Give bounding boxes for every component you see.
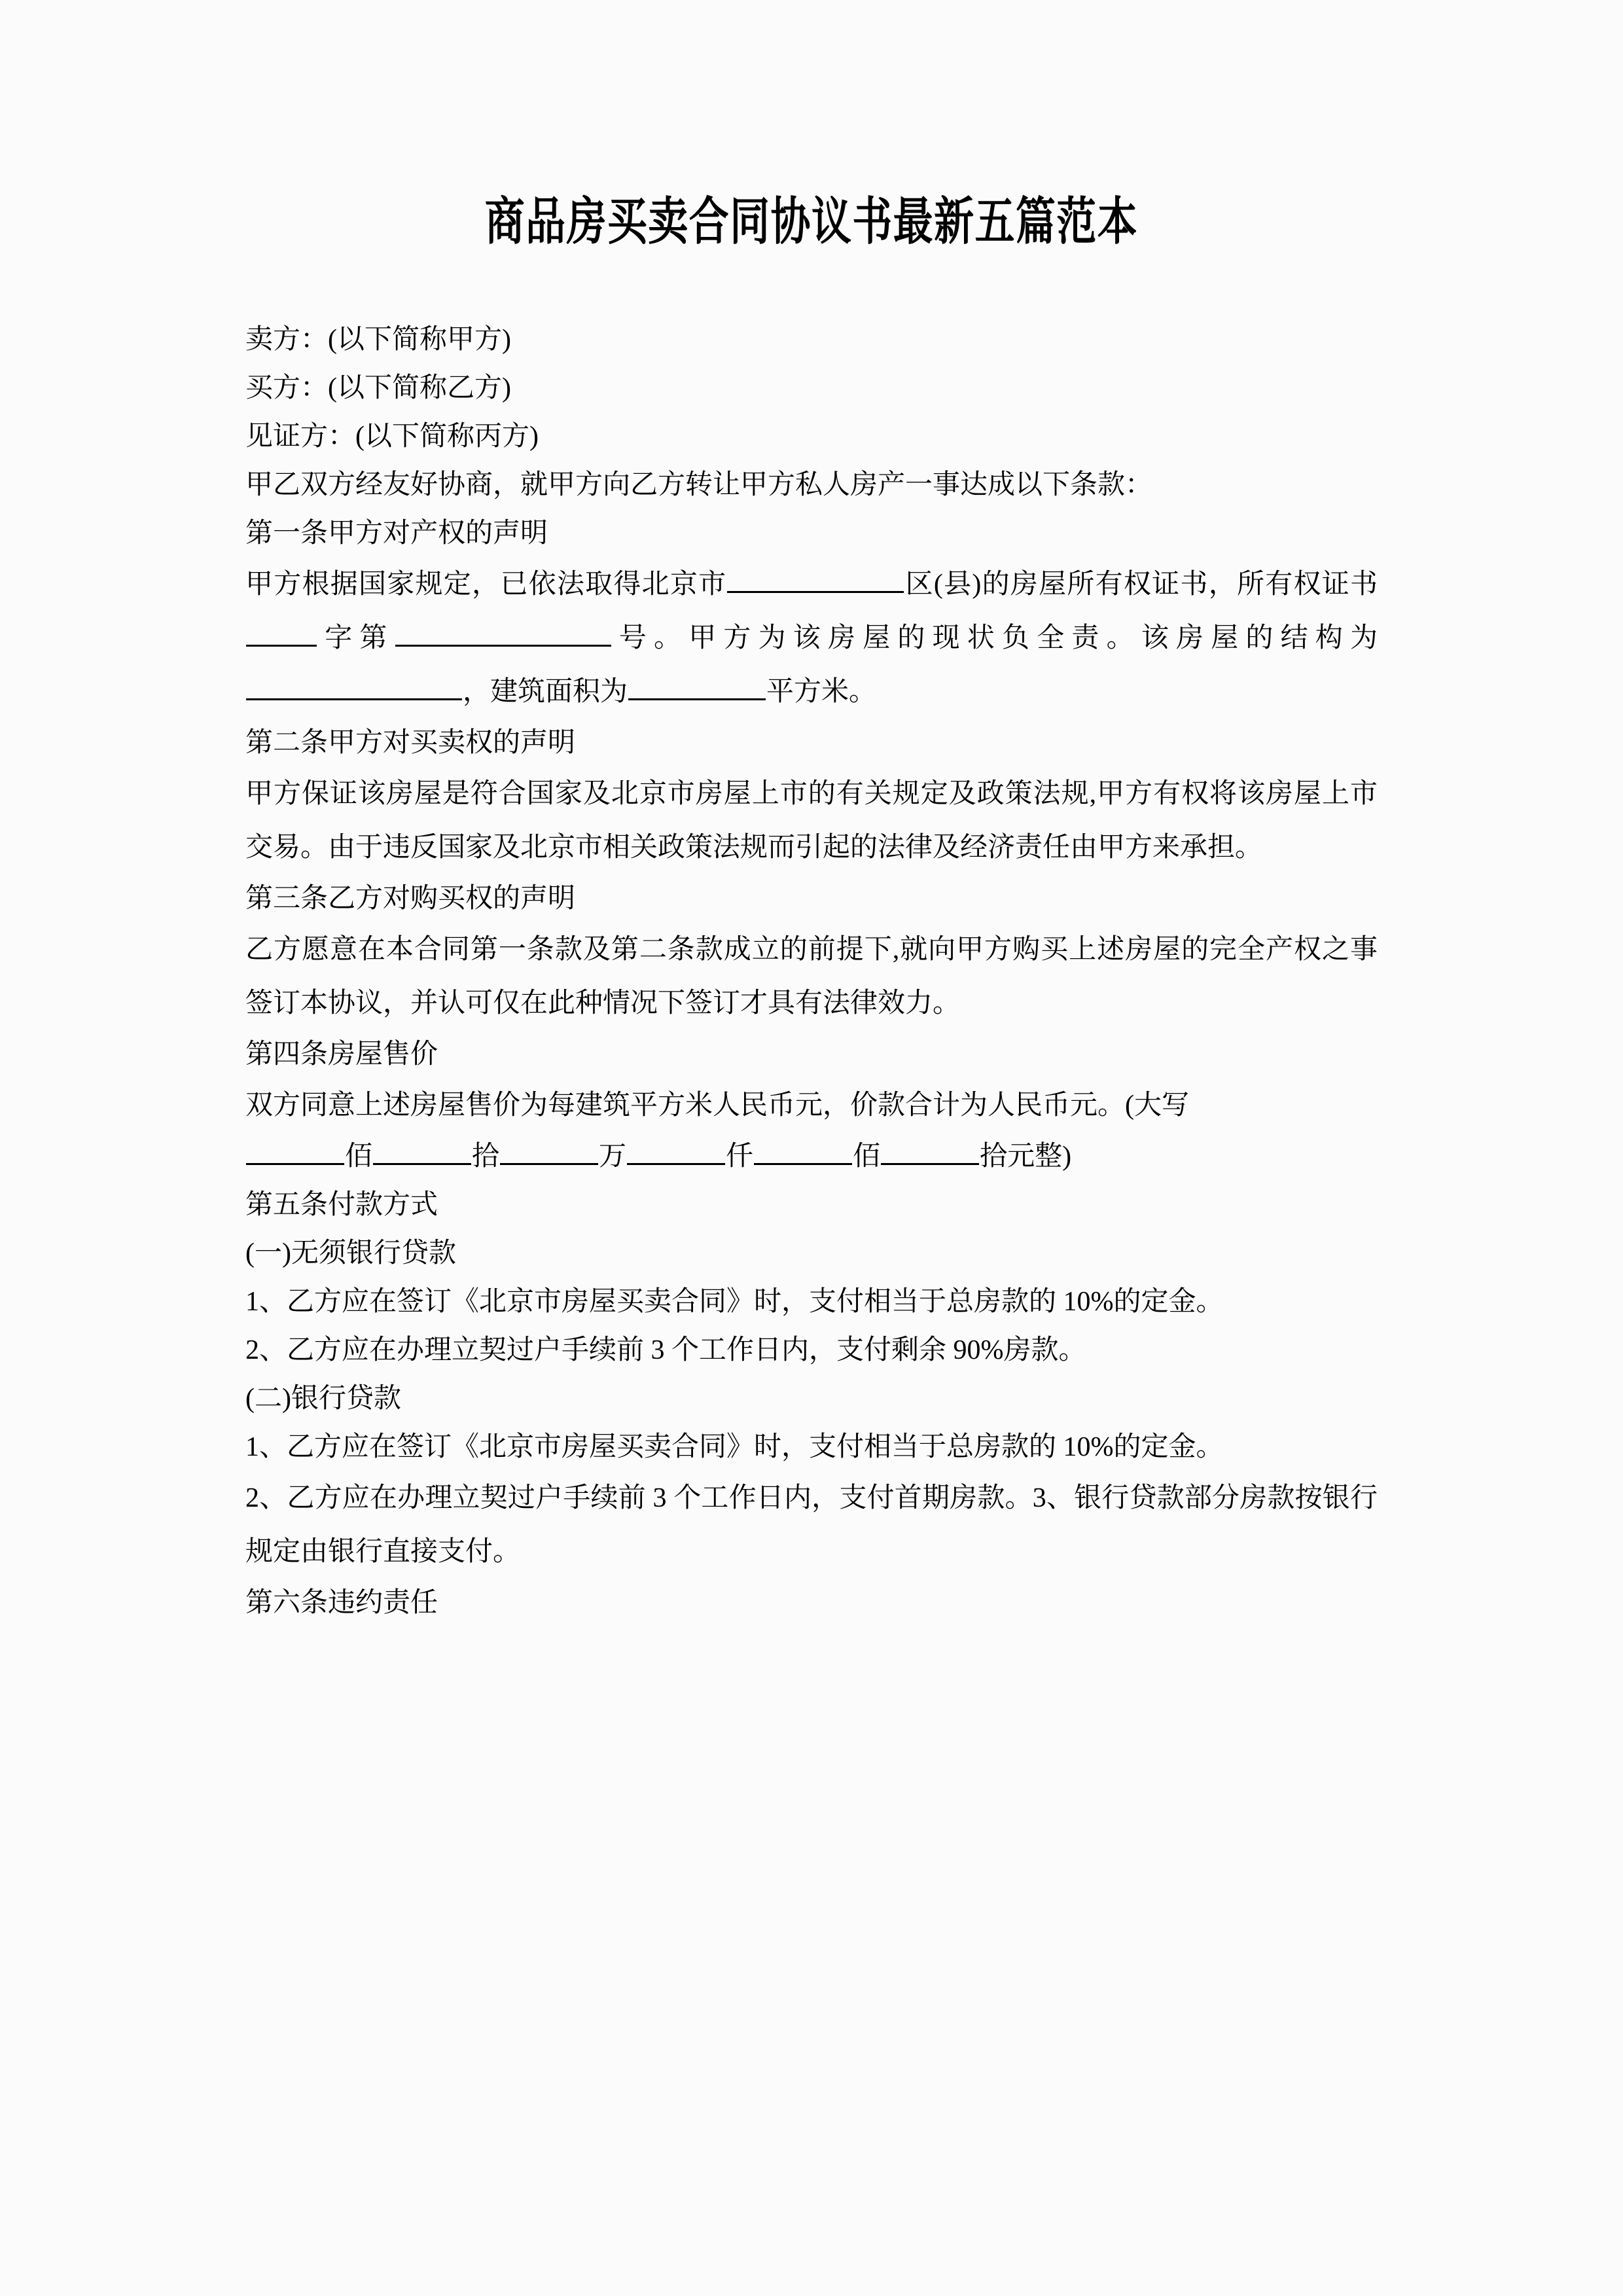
clause-5-subsection-1-item-1: 1、乙方应在签订《北京市房屋买卖合同》时，支付相当于总房款的 10%的定金。 — [245, 1287, 1224, 1317]
blank-amount-1[interactable] — [246, 1138, 344, 1165]
blank-cert-char[interactable] — [246, 620, 317, 647]
blank-amount-3[interactable] — [500, 1138, 598, 1165]
blank-floor-area[interactable] — [628, 673, 766, 700]
clause-5-subsection-2-item-1: 1、乙方应在签订《北京市房屋买卖合同》时，支付相当于总房款的 10%的定金。 — [245, 1432, 1224, 1462]
clause-5-subsection-2-label: (二)银行贷款 — [245, 1384, 401, 1414]
blank-amount-2[interactable] — [373, 1138, 471, 1165]
clause-1-text-e: ，建筑面积为 — [463, 677, 628, 707]
clause-1-text-b: 区(县)的房屋所有权证书，所有权证书 — [904, 569, 1378, 600]
clause-5-subsection-1-label: (一)无须银行贷款 — [245, 1238, 456, 1268]
blank-amount-4[interactable] — [627, 1138, 725, 1165]
amount-unit-4: 仟 — [726, 1141, 754, 1172]
clause-5-subsection-1-item-2: 2、乙方应在办理立契过户手续前 3 个工作日内，支付剩余 90%房款。 — [245, 1335, 1086, 1365]
amount-in-words-line — [245, 1132, 1378, 1181]
blank-amount-6[interactable] — [881, 1138, 979, 1165]
clause-3-heading: 第三条乙方对购买权的声明 — [245, 884, 576, 914]
document-body — [245, 247, 1378, 1627]
clause-3-body: 乙方愿意在本合同第一条款及第二条款成立的前提下,就向甲方购买上述房屋的完全产权之事签订本协议，并认可仅在此种情况下签订才具有法律效力。 — [245, 935, 1378, 1018]
party-seller-line: 卖方：(以下简称甲方) — [245, 325, 511, 355]
clause-1-text-f: 平方米。 — [766, 677, 877, 707]
amount-unit-3: 万 — [599, 1141, 627, 1172]
party-buyer-line: 买方：(以下简称乙方) — [245, 373, 511, 403]
page-title: 商品房买卖合同协议书最新五篇范本 — [484, 192, 1139, 251]
clause-5-heading: 第五条付款方式 — [245, 1190, 438, 1220]
amount-unit-1: 佰 — [345, 1141, 373, 1172]
party-witness-line: 见证方：(以下简称丙方) — [245, 422, 539, 452]
blank-cert-number[interactable] — [395, 620, 611, 647]
amount-unit-6: 拾元整) — [980, 1141, 1072, 1172]
clause-4-body: 双方同意上述房屋售价为每建筑平方米人民币元，价款合计为人民币元。(大写 — [245, 1090, 1189, 1121]
clause-1-text-a: 甲方根据国家规定，已依法取得北京市 — [245, 569, 727, 600]
clause-1-text-c: 字第 — [317, 623, 395, 653]
clause-2-heading: 第二条甲方对买卖权的声明 — [245, 728, 576, 758]
clause-1-heading: 第一条甲方对产权的声明 — [245, 518, 548, 548]
clause-2-body: 甲方保证该房屋是符合国家及北京市房屋上市的有关规定及政策法规,甲方有权将该房屋上市交易。由于违反国家及北京市相关政策法规而引起的法律及经济责任由甲方来承担。 — [245, 779, 1378, 863]
blank-structure[interactable] — [246, 673, 462, 700]
clause-1-text-d: 号。甲方为该房屋的现状负全责。该房屋的结构为 — [611, 623, 1378, 653]
clause-4-heading: 第四条房屋售价 — [245, 1039, 438, 1069]
blank-district[interactable] — [727, 566, 904, 593]
clause-1-body — [245, 558, 1378, 719]
amount-unit-2: 拾 — [472, 1141, 500, 1172]
preamble-line: 甲乙双方经友好协商，就甲方向乙方转让甲方私人房产一事达成以下条款： — [245, 470, 1153, 500]
blank-amount-5[interactable] — [754, 1138, 852, 1165]
amount-unit-5: 佰 — [853, 1141, 881, 1172]
clause-6-heading: 第六条违约责任 — [245, 1588, 438, 1618]
clause-5-subsection-2-item-2: 2、乙方应在办理立契过户手续前 3 个工作日内，支付首期房款。3、银行贷款部分房款按银行规定由银行直接支付。 — [245, 1483, 1378, 1567]
